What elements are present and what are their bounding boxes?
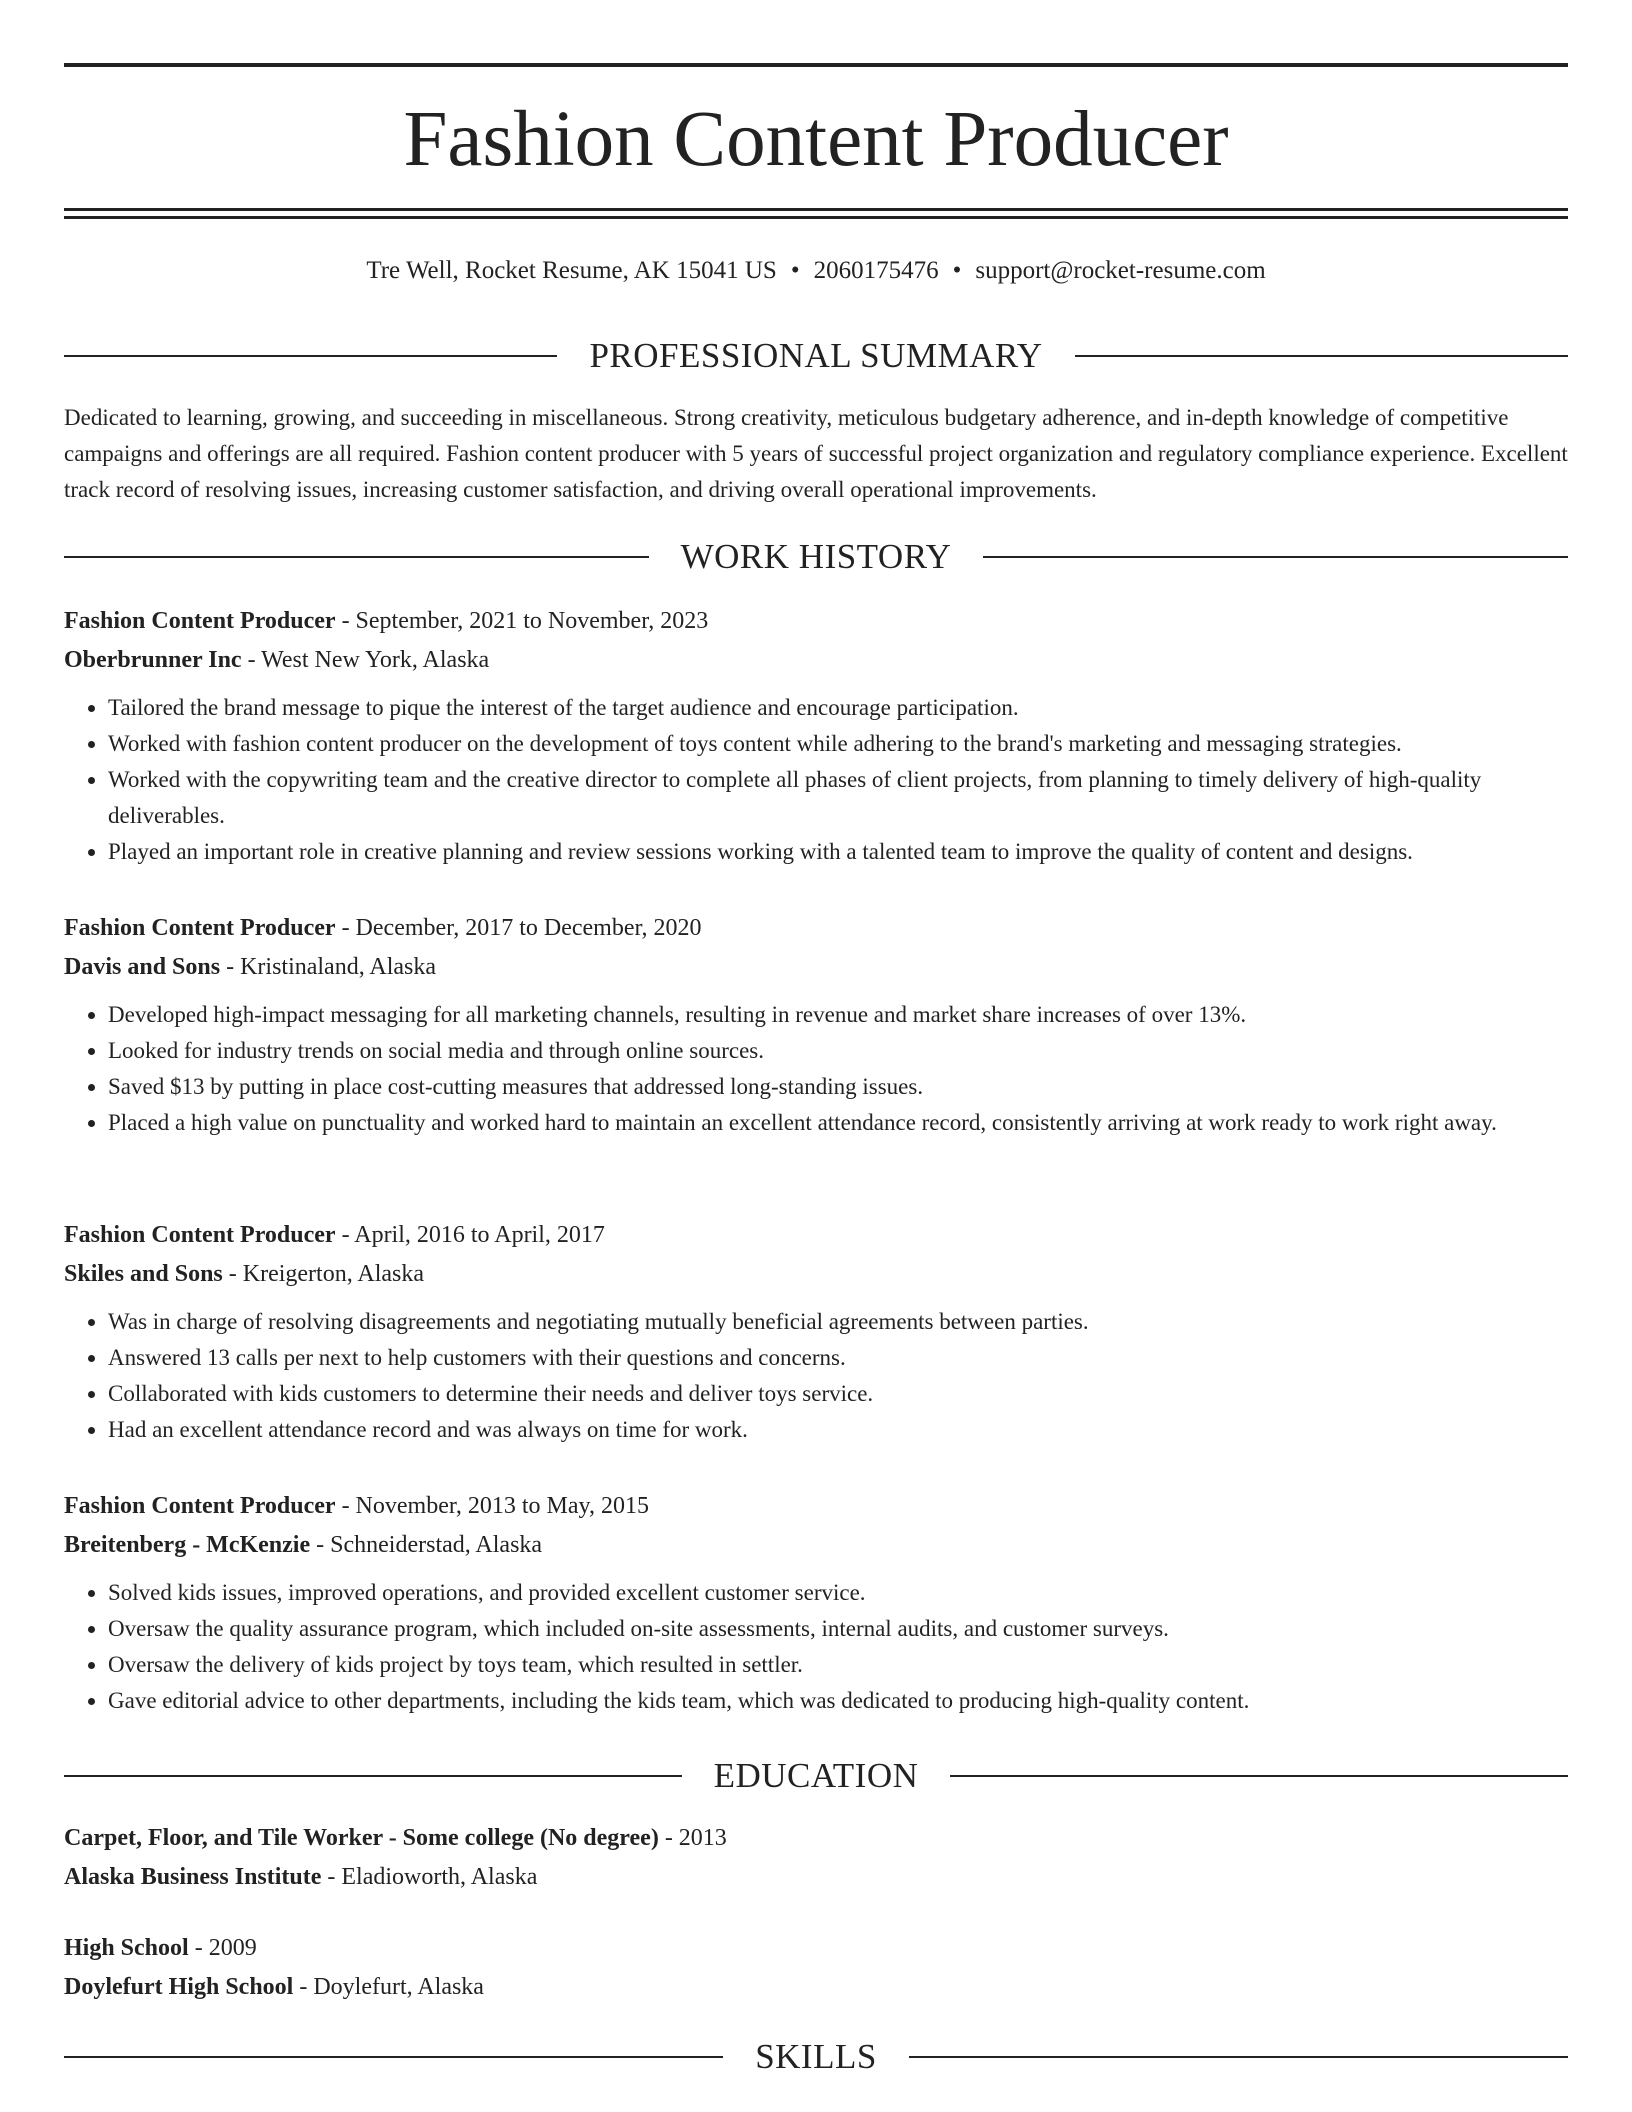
summary-text: Dedicated to learning, growing, and succeeding in miscellaneous. Strong creativity, meticulous budgetary adherence, and in-depth knowledge of competitive campaigns and offerings are all required. Fashion content producer with 5 years of successful project organization and regulatory compliance experience. Excellent track record of resolving issues, increasing customer satisfaction, and driving overall operational improvements. <box>64 405 1568 502</box>
job-entry <box>64 1216 1568 1448</box>
job-bullet: • Worked with the copywriting team and the creative director to complete all phases of client projects, from planning to timely delivery of high-quality deliverables. <box>108 762 1568 834</box>
education-school: Doylefurt High School <box>64 1974 294 2000</box>
education-degree-line <box>64 1929 1568 1968</box>
heading-rule <box>950 1775 1568 1777</box>
education-school: Alaska Business Institute <box>64 1864 322 1890</box>
job-location: - West New York, Alaska <box>241 647 490 673</box>
education-year: - 2009 <box>188 1935 257 1961</box>
education-school-line <box>64 1968 1568 2007</box>
job-title: Fashion Content Producer <box>64 1222 336 1248</box>
job-company: Davis and Sons <box>64 954 221 980</box>
heading-rule <box>64 1775 682 1777</box>
job-entry <box>64 1487 1568 1719</box>
job-bullets <box>64 997 1568 1141</box>
job-entry <box>64 602 1568 870</box>
job-bullets <box>64 690 1568 870</box>
job-dates: - April, 2016 to April, 2017 <box>335 1222 605 1248</box>
job-bullet: • Saved $13 by putting in place cost-cutting measures that addressed long-standing issues. <box>108 1069 1568 1105</box>
job-bullet: • Worked with fashion content producer on the development of toys content while adhering to the brand's marketing and messaging strategies. <box>108 726 1568 762</box>
title-rule-lower <box>64 216 1568 219</box>
job-bullet: • Gave editorial advice to other departments, including the kids team, which was dedicated to producing high-quality content. <box>108 1683 1568 1719</box>
education-year: - 2013 <box>658 1825 727 1851</box>
contact-line <box>64 254 1568 288</box>
job-company: Breitenberg - McKenzie <box>64 1532 311 1558</box>
job-title: Fashion Content Producer <box>64 915 336 941</box>
job-company-line <box>64 641 1568 680</box>
education-location: - Eladioworth, Alaska <box>321 1864 538 1890</box>
job-company-line <box>64 948 1568 987</box>
contact-separator: • <box>952 257 962 284</box>
job-bullet: • Collaborated with kids customers to determine their needs and deliver toys service. <box>108 1376 1568 1412</box>
job-bullet: • Answered 13 calls per next to help customers with their questions and concerns. <box>108 1340 1568 1376</box>
heading-rule <box>64 355 557 357</box>
job-bullet: • Had an excellent attendance record and was always on time for work. <box>108 1412 1568 1448</box>
section-title: WORK HISTORY <box>680 537 952 576</box>
section-heading-education <box>64 1754 1568 1798</box>
heading-rule <box>983 556 1568 558</box>
job-dates: - September, 2021 to November, 2023 <box>335 608 709 634</box>
job-title-line <box>64 1487 1568 1526</box>
job-company-line <box>64 1526 1568 1565</box>
section-title: EDUCATION <box>713 1756 919 1795</box>
job-bullet: • Placed a high value on punctuality and worked hard to maintain an excellent attendance record, consistently arriving at work ready to work right away. <box>108 1105 1568 1141</box>
section-title: PROFESSIONAL SUMMARY <box>589 336 1043 375</box>
heading-rule <box>909 2056 1568 2058</box>
top-rule <box>64 63 1568 67</box>
job-title-line <box>64 602 1568 641</box>
job-bullets <box>64 1575 1568 1719</box>
job-company: Oberbrunner Inc <box>64 647 242 673</box>
heading-rule <box>64 556 649 558</box>
job-bullets <box>64 1304 1568 1448</box>
job-title: Fashion Content Producer <box>64 1493 336 1519</box>
job-company: Skiles and Sons <box>64 1261 223 1287</box>
section-heading-work-history <box>64 535 1568 579</box>
job-bullet: • Developed high-impact messaging for all marketing channels, resulting in revenue and market share increases of over 13%. <box>108 997 1568 1033</box>
contact-separator: • <box>790 257 800 284</box>
job-location: - Kristinaland, Alaska <box>220 954 437 980</box>
job-title-line <box>64 1216 1568 1255</box>
education-location: - Doylefurt, Alaska <box>293 1974 484 2000</box>
education-entry <box>64 1819 1568 1897</box>
job-title-line <box>64 909 1568 948</box>
job-bullet: • Was in charge of resolving disagreements and negotiating mutually beneficial agreements between parties. <box>108 1304 1568 1340</box>
education-entry <box>64 1929 1568 2007</box>
section-heading-summary <box>64 334 1568 378</box>
heading-rule <box>1075 355 1568 357</box>
job-entry <box>64 909 1568 1141</box>
education-degree-line <box>64 1819 1568 1858</box>
education-degree: High School <box>64 1935 189 1961</box>
section-heading-skills <box>64 2035 1568 2079</box>
job-location: - Kreigerton, Alaska <box>222 1261 425 1287</box>
title-rule-upper <box>64 208 1568 211</box>
job-bullet: • Played an important role in creative planning and review sessions working with a talented team to improve the quality of content and designs. <box>108 834 1568 870</box>
job-bullet: • Looked for industry trends on social media and through online sources. <box>108 1033 1568 1069</box>
contact-address: Tre Well, Rocket Resume, AK 15041 US <box>366 257 777 284</box>
education-school-line <box>64 1858 1568 1897</box>
job-dates: - December, 2017 to December, 2020 <box>335 915 702 941</box>
job-bullet: • Oversaw the delivery of kids project by toys team, which resulted in settler. <box>108 1647 1568 1683</box>
job-title: Fashion Content Producer <box>64 608 336 634</box>
job-location: - Schneiderstad, Alaska <box>310 1532 543 1558</box>
job-bullet: • Oversaw the quality assurance program, which included on-site assessments, internal audits, and customer surveys. <box>108 1611 1568 1647</box>
resume-title: Fashion Content Producer <box>403 96 1229 183</box>
section-title: SKILLS <box>755 2037 877 2076</box>
job-bullet: • Solved kids issues, improved operations, and provided excellent customer service. <box>108 1575 1568 1611</box>
job-company-line <box>64 1255 1568 1294</box>
contact-email: support@rocket-resume.com <box>975 257 1266 284</box>
job-bullet: • Tailored the brand message to pique the interest of the target audience and encourage participation. <box>108 690 1568 726</box>
contact-phone: 2060175476 <box>813 257 939 284</box>
heading-rule <box>64 2056 723 2058</box>
education-degree: Carpet, Floor, and Tile Worker - Some college (No degree) <box>64 1825 659 1851</box>
job-dates: - November, 2013 to May, 2015 <box>335 1493 649 1519</box>
